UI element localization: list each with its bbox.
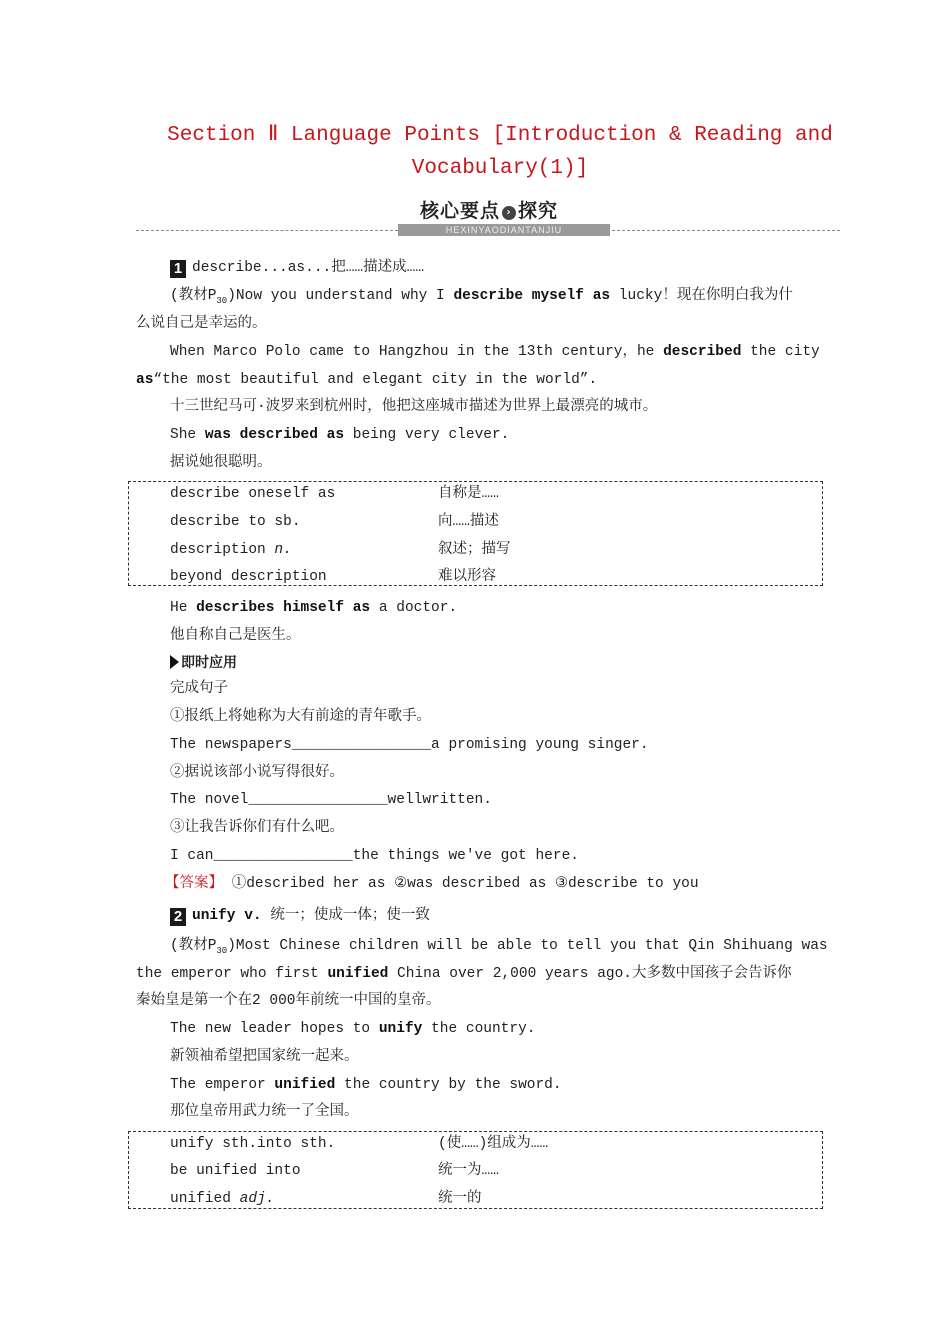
example-text: )Now you understand why I — [227, 288, 454, 304]
example-text: She — [170, 427, 205, 443]
phrase-en: unify sth.into sth. — [170, 1136, 336, 1152]
phrase-en: be unified into — [170, 1163, 301, 1179]
example-text: the emperor who first — [136, 966, 328, 982]
item2-example1 — [170, 936, 828, 961]
item1-heading — [170, 258, 424, 278]
example-text: the city — [741, 344, 820, 360]
example-text: the country. — [422, 1021, 536, 1037]
phrase-cn: 叙述；描写 — [438, 542, 511, 558]
item2-keyword: unify v. — [192, 908, 262, 924]
question-2-cn: ②据说该部小说写得很好。 — [170, 765, 344, 781]
part-of-speech: n. — [274, 542, 292, 558]
example-keyword: describes himself as — [196, 600, 371, 616]
phrase-en — [170, 1189, 274, 1209]
section-title — [140, 119, 860, 185]
example-keyword: unified — [274, 1077, 336, 1093]
item1-meaning: 把……描述成…… — [331, 260, 425, 276]
question-1-en: The newspapers________________a promising young singer. — [170, 737, 649, 753]
example-keyword: unified — [327, 966, 389, 982]
item2-heading — [170, 906, 430, 926]
example-text: The emperor — [170, 1077, 275, 1093]
example-text: “the most beautiful and elegant city in the world”. — [153, 372, 598, 388]
example-text: lucky！现在你明白我为什 — [610, 288, 793, 304]
answer-tag: 【答案】 — [165, 876, 223, 892]
example-keyword: unify — [378, 1021, 423, 1037]
example-keyword: was described as — [204, 427, 345, 443]
practice-label: 即时应用 — [181, 655, 237, 671]
textbook-ref: (教材P — [170, 288, 217, 304]
example-keyword: described — [663, 344, 742, 360]
item1-example2 — [170, 342, 820, 362]
banner-pinyin: HEXINYAODIANTANJIU — [398, 224, 610, 236]
example-text: China over 2,000 years ago.大多数中国孩子会告诉你 — [388, 966, 792, 982]
item2-example2-translation: 新领袖希望把国家统一起来。 — [170, 1049, 359, 1065]
example-text: being very clever. — [344, 427, 510, 443]
item1-example3 — [170, 425, 509, 445]
phrase-cn: 统一的 — [438, 1191, 482, 1207]
phrase-word: unified — [170, 1191, 240, 1207]
item1-example3-translation: 据说她很聪明。 — [170, 455, 272, 471]
example-keyword: describe myself as — [453, 288, 611, 304]
question-1-cn: ①报纸上将她称为大有前途的青年歌手。 — [170, 709, 431, 725]
item1-example1-cont: 么说自己是幸运的。 — [136, 316, 267, 332]
phrase-en — [170, 540, 292, 560]
example-keyword: as — [136, 372, 154, 388]
item2-example2 — [170, 1019, 535, 1039]
banner-rule-right — [612, 230, 840, 231]
textbook-ref: (教材P — [170, 938, 217, 954]
phrase-cn: (使……)组成为…… — [438, 1136, 549, 1152]
example-text: The new leader hopes to — [170, 1021, 379, 1037]
part-of-speech: adj. — [239, 1191, 275, 1207]
item1-example2-translation: 十三世纪马可·波罗来到杭州时，他把这座城市描述为世界上最漂亮的城市。 — [170, 399, 658, 415]
phrase-en: describe to sb. — [170, 514, 301, 530]
item1-example4 — [170, 598, 457, 618]
example-text: the country by the sword. — [335, 1077, 562, 1093]
practice-tag — [170, 653, 237, 673]
phrase-cn: 向……描述 — [438, 514, 499, 530]
phrase-cn: 难以形容 — [438, 569, 496, 585]
phrase-cn: 统一为…… — [438, 1163, 499, 1179]
example-text: When Marco Polo came to Hangzhou in the 13th century，he — [170, 344, 664, 360]
item2-example3 — [170, 1075, 562, 1095]
practice-instruction: 完成句子 — [170, 681, 228, 697]
item-number-badge: 2 — [170, 908, 186, 926]
question-3-cn: ③让我告诉你们有什么吧。 — [170, 820, 344, 836]
item2-example1-cont — [136, 964, 792, 984]
example-text: )Most Chinese children will be able to tell you that Qin Shihuang was — [227, 938, 828, 954]
textbook-page: 30 — [216, 295, 228, 306]
title-line-2: Vocabulary(1)] — [411, 157, 589, 180]
item2-meaning: 统一；使成一体；使一致 — [261, 908, 430, 924]
example-text: He — [170, 600, 197, 616]
question-3-en: I can________________the things we've got here. — [170, 848, 579, 864]
answer-line — [165, 874, 699, 894]
item1-example4-translation: 他自称自己是医生。 — [170, 628, 301, 644]
title-line-1: Section Ⅱ Language Points [Introduction & Reading and — [167, 124, 833, 147]
item-number-badge: 1 — [170, 260, 186, 278]
item1-example1 — [170, 286, 793, 311]
phrase-word: description — [170, 542, 275, 558]
phrase-en: describe oneself as — [170, 486, 336, 502]
item1-keyword: describe...as... — [192, 260, 332, 276]
item1-example2-cont — [136, 370, 597, 390]
textbook-page: 30 — [216, 945, 228, 956]
banner-left: 核心要点 — [420, 200, 501, 222]
item2-example3-translation: 那位皇帝用武力统一了全国。 — [170, 1104, 359, 1120]
phrase-cn: 自称是…… — [438, 486, 499, 502]
chevron-right-icon: › — [502, 206, 516, 220]
banner-rule-left — [136, 230, 398, 231]
answer-text: ①described her as ②was described as ③describe to you — [223, 876, 699, 892]
banner-right: 探究 — [518, 200, 559, 222]
item2-example1-translation: 秦始皇是第一个在2 000年前统一中国的皇帝。 — [136, 993, 441, 1009]
triangle-icon — [170, 655, 179, 669]
section-banner — [420, 196, 558, 223]
phrase-en: beyond description — [170, 569, 327, 585]
question-2-en: The novel________________wellwritten. — [170, 792, 492, 808]
example-text: a doctor. — [370, 600, 458, 616]
